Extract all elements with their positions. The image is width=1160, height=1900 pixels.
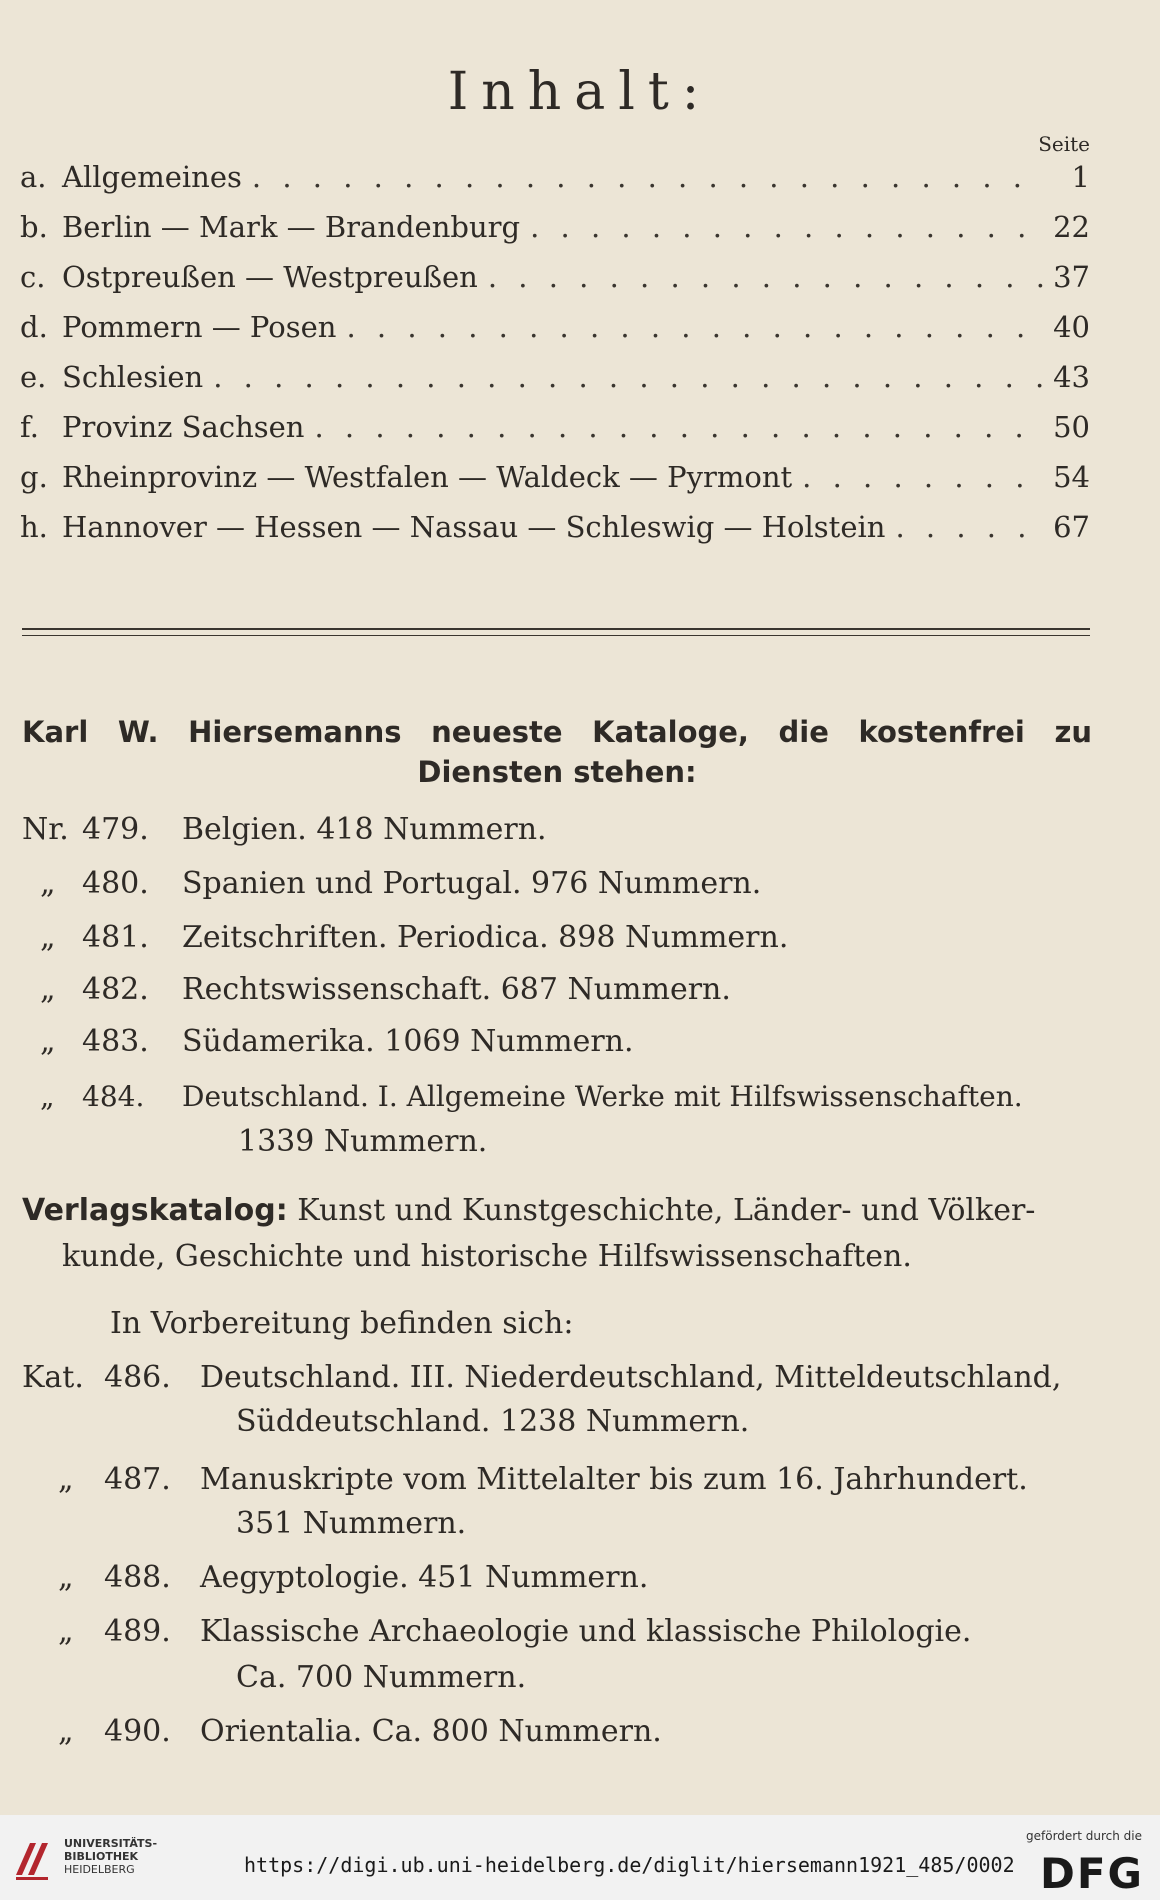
page-column-label: Seite <box>1038 132 1090 156</box>
toc-page: 43 <box>1053 360 1090 394</box>
catalog-text: Spanien und Portugal. 976 Nummern. <box>182 866 762 901</box>
catalog-item <box>22 972 731 1007</box>
preparation-prefix: „ <box>58 1560 74 1595</box>
catalog-text: Rechtswissenschaft. 687 Nummern. <box>182 972 731 1007</box>
toc-page: 67 <box>1053 510 1090 544</box>
toc-entry <box>20 510 1090 560</box>
dfg-logo: DFG <box>1039 1849 1144 1898</box>
preparation-item-continuation: Ca. 700 Nummern. <box>236 1660 527 1695</box>
toc-text: Pommern — Posen <box>62 310 337 344</box>
preparation-item <box>22 1614 971 1649</box>
leader-dots <box>802 460 1044 494</box>
catalog-item-continuation: 1339 Nummern. <box>238 1124 488 1159</box>
leader-dots <box>213 360 1044 394</box>
preparation-item <box>22 1360 1061 1395</box>
preparation-number: 489. <box>104 1614 171 1649</box>
catalog-number: 482. <box>82 972 149 1007</box>
leader-dots <box>252 160 1044 194</box>
funding-note: gefördert durch die <box>1026 1829 1142 1843</box>
preparation-prefix: „ <box>58 1462 74 1497</box>
double-rule-top <box>22 628 1090 630</box>
catalog-prefix: Nr. <box>22 812 69 847</box>
document-url[interactable]: https://digi.ub.uni-heidelberg.de/diglit/hiersemann1921_485/0002 <box>244 1853 1015 1877</box>
toc-page: 37 <box>1053 260 1090 294</box>
toc-page: 22 <box>1053 210 1090 244</box>
toc-text: Rheinprovinz — Westfalen — Waldeck — Pyrmont <box>62 460 793 494</box>
catalog-text: Südamerika. 1069 Nummern. <box>182 1024 634 1059</box>
library-line-2: BIBLIOTHEK <box>64 1850 139 1863</box>
preparation-item <box>22 1462 1028 1497</box>
toc-letter: f. <box>20 410 39 444</box>
catalog-item <box>22 1024 634 1059</box>
preparation-heading: In Vorbereitung befinden sich: <box>110 1306 574 1341</box>
publisher-catalog-line2: kunde, Geschichte und historische Hilfswissenschaften. <box>62 1239 912 1274</box>
toc-letter: a. <box>20 160 47 194</box>
preparation-number: 486. <box>104 1360 171 1395</box>
catalog-number: 479. <box>82 812 149 847</box>
publisher-catalog-label: Verlagskatalog: <box>22 1193 288 1228</box>
toc-letter: e. <box>20 360 47 394</box>
leader-dots <box>346 310 1044 344</box>
catalog-prefix: „ <box>40 1024 56 1059</box>
leader-dots <box>488 260 1044 294</box>
catalog-item <box>22 812 547 847</box>
toc-title: Inhalt: <box>447 62 713 122</box>
library-line-1: UNIVERSITÄTS- <box>64 1837 158 1850</box>
toc-page: 54 <box>1053 460 1090 494</box>
catalog-item <box>22 920 788 955</box>
catalog-item <box>22 1080 1023 1113</box>
preparation-text: Orientalia. Ca. 800 Nummern. <box>200 1714 662 1749</box>
toc-entry <box>20 160 1090 210</box>
leader-dots <box>530 210 1044 244</box>
preparation-item-continuation: Süddeutschland. 1238 Nummern. <box>236 1404 750 1439</box>
publisher-catalog-line1: Kunst und Kunstgeschichte, Länder- und Völker- <box>297 1193 1036 1228</box>
catalog-number: 484. <box>82 1080 145 1113</box>
toc-entry <box>20 460 1090 510</box>
toc-entry <box>20 360 1090 410</box>
university-library-logo-icon <box>12 1835 54 1881</box>
catalog-number: 481. <box>82 920 149 955</box>
catalog-text: Belgien. 418 Nummern. <box>182 812 547 847</box>
toc-text: Allgemeines <box>62 160 242 194</box>
double-rule-bottom <box>22 635 1090 636</box>
toc-page: 40 <box>1053 310 1090 344</box>
publisher-catalog <box>22 1188 1092 1280</box>
catalog-prefix: „ <box>40 1080 55 1113</box>
toc-page: 1 <box>1071 160 1090 194</box>
catalog-text: Deutschland. I. Allgemeine Werke mit Hilfswissenschaften. <box>182 1080 1023 1113</box>
toc-text: Schlesien <box>62 360 204 394</box>
preparation-item-continuation: 351 Nummern. <box>236 1506 467 1541</box>
toc-letter: b. <box>20 210 48 244</box>
toc-text: Ostpreußen — Westpreußen <box>62 260 478 294</box>
preparation-number: 487. <box>104 1462 171 1497</box>
catalog-number: 480. <box>82 866 149 901</box>
toc-entry <box>20 210 1090 260</box>
toc-entry <box>20 310 1090 360</box>
preparation-item <box>22 1560 648 1595</box>
library-line-3: HEIDELBERG <box>64 1863 135 1876</box>
toc-text: Provinz Sachsen <box>62 410 305 444</box>
leader-dots <box>895 510 1044 544</box>
preparation-number: 488. <box>104 1560 171 1595</box>
toc-letter: h. <box>20 510 48 544</box>
toc-entry <box>20 410 1090 460</box>
catalog-number: 483. <box>82 1024 149 1059</box>
preparation-prefix: „ <box>58 1614 74 1649</box>
preparation-text: Manuskripte vom Mittelalter bis zum 16. Jahrhundert. <box>200 1462 1028 1497</box>
toc-page: 50 <box>1053 410 1090 444</box>
catalogs-heading: Karl W. Hiersemanns neueste Kataloge, die kostenfrei zu Diensten stehen: <box>22 715 1092 789</box>
preparation-prefix: „ <box>58 1714 74 1749</box>
toc-letter: d. <box>20 310 48 344</box>
preparation-number: 490. <box>104 1714 171 1749</box>
university-library-name <box>64 1837 157 1876</box>
viewer-footer <box>0 1815 1160 1900</box>
catalog-prefix: „ <box>40 920 56 955</box>
preparation-text: Deutschland. III. Niederdeutschland, Mitteldeutschland, <box>200 1360 1062 1395</box>
toc-text: Hannover — Hessen — Nassau — Schleswig — Holstein <box>62 510 886 544</box>
toc-text: Berlin — Mark — Brandenburg <box>62 210 521 244</box>
preparation-text: Klassische Archaeologie und klassische Philologie. <box>200 1614 972 1649</box>
catalog-item <box>22 866 761 901</box>
toc-letter: c. <box>20 260 46 294</box>
preparation-item <box>22 1714 662 1749</box>
catalog-text: Zeitschriften. Periodica. 898 Nummern. <box>182 920 789 955</box>
leader-dots <box>314 410 1044 444</box>
catalog-prefix: „ <box>40 972 56 1007</box>
table-of-contents <box>20 160 1090 560</box>
toc-entry <box>20 260 1090 310</box>
preparation-prefix: Kat. <box>22 1360 84 1395</box>
catalog-prefix: „ <box>40 866 56 901</box>
toc-letter: g. <box>20 460 48 494</box>
preparation-text: Aegyptologie. 451 Nummern. <box>200 1560 649 1595</box>
